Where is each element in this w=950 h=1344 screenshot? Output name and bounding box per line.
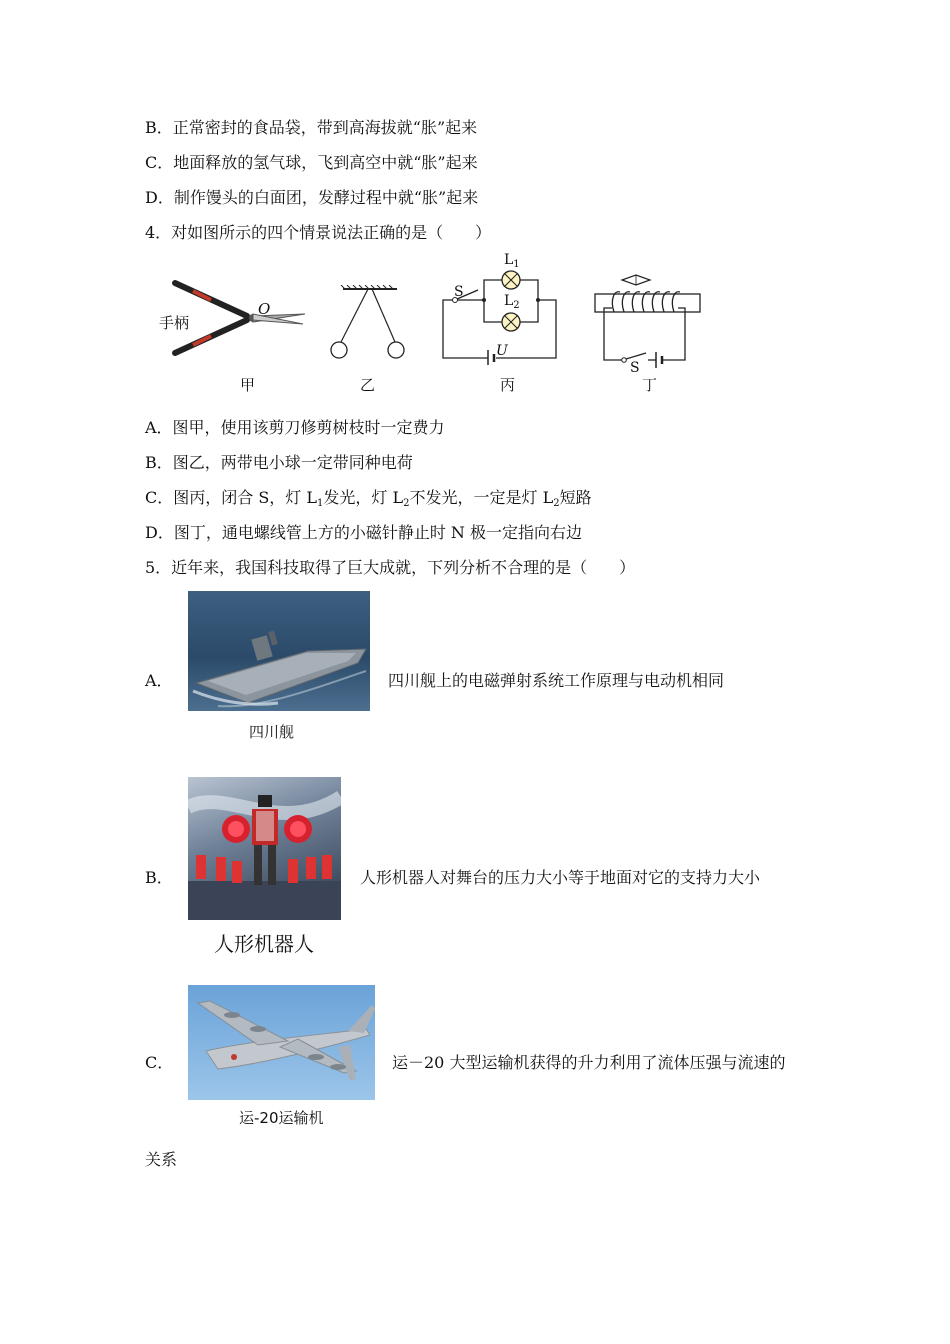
q5-option-a-text: 四川舰上的电磁弹射系统工作原理与电动机相同 xyxy=(388,671,725,690)
solenoid-figure xyxy=(590,270,705,370)
q4-option-a: A．图甲，使用该剪刀修剪树枝时一定费力 xyxy=(145,418,445,437)
q5-option-c-text: 运－20 大型运输机获得的升力利用了流体压强与流速的 xyxy=(392,1053,786,1072)
q5-option-c-continued: 关系 xyxy=(145,1150,178,1169)
q4-option-c: C．图丙，闭合 S，灯 L1发光，灯 L2不发光，一定是灯 L2短路 xyxy=(145,488,592,509)
lamp-2-label: $L_2$ xyxy=(504,293,520,311)
q4-option-b: B．图乙，两带电小球一定带同种电荷 xyxy=(145,453,413,472)
q3-option-c: C．地面释放的氢气球，飞到高空中就“胀”起来 xyxy=(145,153,478,172)
caption-bing: 丙 xyxy=(500,376,516,394)
q4-stem: 4．对如图所示的四个情景说法正确的是（ ） xyxy=(145,223,492,242)
q4-option-d: D．图丁，通电螺线管上方的小磁针静止时 N 极一定指向右边 xyxy=(145,523,583,542)
q3-option-b: B．正常密封的食品袋，带到高海拔就“胀”起来 xyxy=(145,118,478,137)
sichuan-ship-caption: 四川舰 xyxy=(249,723,295,741)
switch-s2-label: S xyxy=(630,360,640,376)
q3-option-d: D．制作馒头的白面团，发酵过程中就“胀”起来 xyxy=(145,188,479,207)
sichuan-ship-photo xyxy=(188,591,370,711)
caption-yi: 乙 xyxy=(360,376,376,394)
caption-jia: 甲 xyxy=(240,376,256,394)
caption-ding: 丁 xyxy=(642,376,658,394)
switch-label: S xyxy=(454,284,464,300)
y20-caption: 运-20运输机 xyxy=(239,1109,324,1127)
lamp-1-label: $L_1$ xyxy=(504,252,520,270)
y20-transport-photo xyxy=(188,985,375,1100)
q5-option-c-label: C． xyxy=(145,1053,174,1072)
q5-option-b-label: B． xyxy=(145,868,173,887)
voltage-label: U xyxy=(496,343,508,359)
humanoid-robot-photo xyxy=(188,777,341,920)
q5-stem: 5．近年来，我国科技取得了巨大成就，下列分析不合理的是（ ） xyxy=(145,558,636,577)
handle-label: 手柄 xyxy=(159,314,190,332)
pivot-label: O xyxy=(258,300,271,318)
q5-option-a-label: A． xyxy=(145,671,173,690)
q5-option-b-text: 人形机器人对舞台的压力大小等于地面对它的支持力大小 xyxy=(360,868,761,887)
humanoid-robot-caption: 人形机器人 xyxy=(214,932,314,956)
charged-balls-figure xyxy=(325,285,415,365)
